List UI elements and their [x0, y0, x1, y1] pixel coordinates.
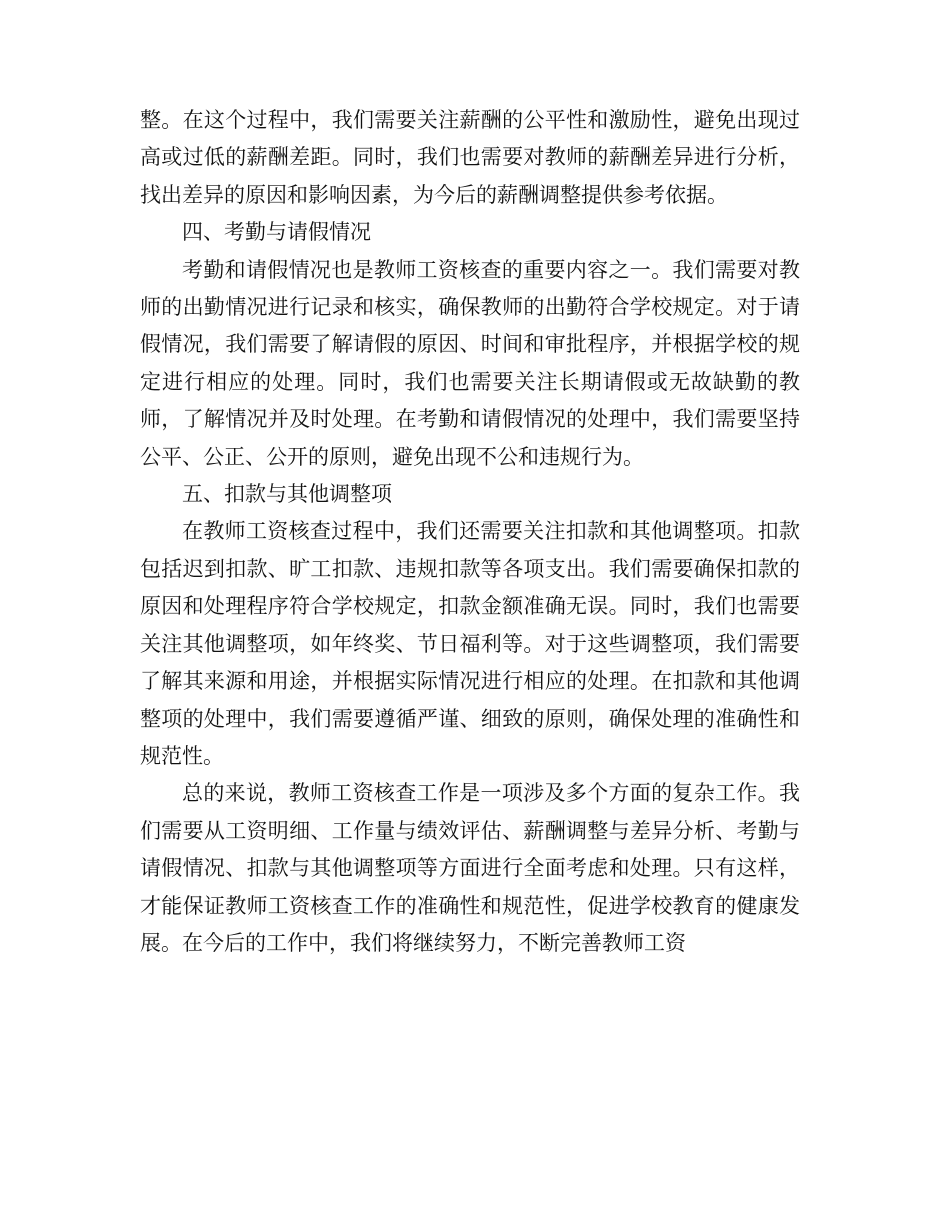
paragraph-summary: 总的来说，教师工资核查工作是一项涉及多个方面的复杂工作。我们需要从工资明细、工作量与绩效评估、薪酬调整与差异分析、考勤与请假情况、扣款与其他调整项等方面进行全面考虑和处理。只有这样，才能保证教师工资核查工作的准确性和规范性，促进学校教育的健康发展。在今后的工作中，我们将继续努力，不断完善教师工资 — [140, 781, 800, 955]
section-heading-attendance: 四、考勤与请假情况 — [182, 220, 371, 245]
paragraph-continuation: 整。在这个过程中，我们需要关注薪酬的公平性和激励性，避免出现过高或过低的薪酬差距。同时，我们也需要对教师的薪酬差异进行分析，找出差异的原因和影响因素，为今后的薪酬调整提供参考依据。 — [140, 108, 800, 207]
document-body — [140, 102, 800, 962]
section-heading-deductions: 五、扣款与其他调整项 — [182, 482, 392, 507]
paragraph-attendance: 考勤和请假情况也是教师工资核查的重要内容之一。我们需要对教师的出勤情况进行记录和核实，确保教师的出勤符合学校规定。对于请假情况，我们需要了解请假的原因、时间和审批程序，并根据学校的规定进行相应的处理。同时，我们也需要关注长期请假或无故缺勤的教师，了解情况并及时处理。在考勤和请假情况的处理中，我们需要坚持公平、公正、公开的原则，避免出现不公和违规行为。 — [140, 257, 800, 469]
paragraph-deductions: 在教师工资核查过程中，我们还需要关注扣款和其他调整项。扣款包括迟到扣款、旷工扣款、违规扣款等各项支出。我们需要确保扣款的原因和处理程序符合学校规定，扣款金额准确无误。同时，我们也需要关注其他调整项，如年终奖、节日福利等。对于这些调整项，我们需要了解其来源和用途，并根据实际情况进行相应的处理。在扣款和其他调整项的处理中，我们需要遵循严谨、细致的原则，确保处理的准确性和规范性。 — [140, 519, 800, 768]
